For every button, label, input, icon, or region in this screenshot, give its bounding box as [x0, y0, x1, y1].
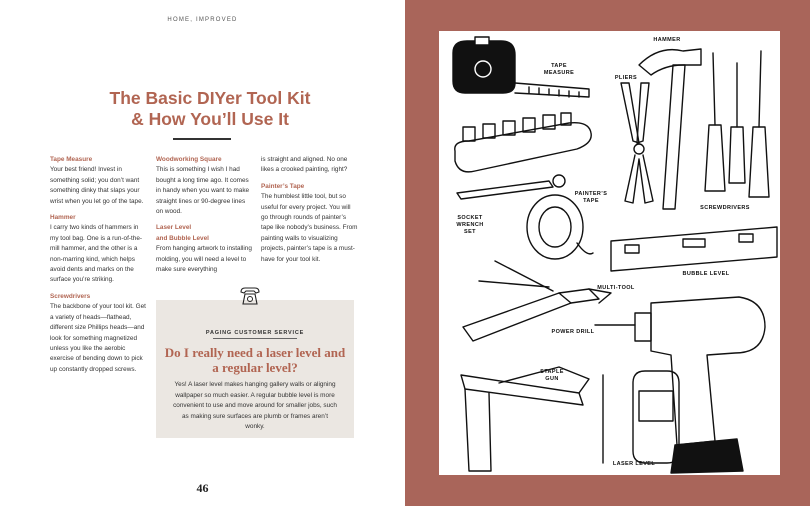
- column-2: [156, 155, 252, 281]
- tape-measure-heading: Tape Measure: [50, 156, 93, 163]
- page-title: [60, 88, 360, 130]
- label-multi-tool: MULTI-TOOL: [597, 285, 635, 291]
- power-drill-drawing: [595, 297, 765, 473]
- laser-level-text: From hanging artwork to installing molding, you will need a level to make sure everything: [156, 245, 252, 274]
- sidebar-answer: Yes! A laser level makes hanging gallery walls or aligning wallpaper so much easier. A regular bubble level is more convenient to use and move around for smaller jobs, such as making sure surfaces are plumb or frames aren’t wonky.: [173, 381, 337, 431]
- label-tape-measure: TAPE MEASURE: [543, 63, 575, 76]
- page-number: 46: [196, 481, 209, 495]
- column-1: [50, 155, 146, 381]
- pliers-drawing: [621, 83, 653, 203]
- screwdrivers-text: The backbone of your tool kit. Get a variety of heads—flathead, different size Phillips heads—and look for something magnetized unless you like the aerobic exercise of bending down to pick up constantly dropped screws.: [50, 303, 146, 373]
- hammer-heading: Hammer: [50, 214, 76, 222]
- label-painters-tape: PAINTER’S TAPE: [574, 191, 608, 204]
- laser-level-heading-1: Laser Level: [156, 224, 192, 232]
- label-pliers: PLIERS: [614, 75, 638, 81]
- sidebar-box: [156, 300, 354, 438]
- woodworking-square-text: This is something I wish I had bought a long time ago. It comes in handy when you want to make straight lines or 90-degree lines on wood.: [156, 166, 250, 216]
- laser-level-heading-2: and Bubble Level: [156, 234, 209, 242]
- illustration-panel: [439, 31, 780, 475]
- socket-wrench-drawing: [455, 113, 591, 199]
- label-screwdrivers: SCREWDRIVERS: [700, 205, 750, 211]
- sidebar-label: PAGING CUSTOMER SERVICE: [205, 330, 305, 336]
- sidebar-label-underline: [213, 338, 297, 339]
- title-line-1: The Basic DIYer Tool Kit: [109, 88, 311, 108]
- screwdrivers-heading: Screwdrivers: [50, 292, 91, 300]
- column-3: [261, 155, 359, 271]
- label-staple-gun: STAPLE GUN: [540, 369, 564, 382]
- sidebar-question: Do I really need a laser level and a regular level?: [164, 345, 346, 375]
- painters-tape-text: The humblest little tool, but so useful for every project. You will go through rounds of painter’s tape like nobody’s business. From painting walls to visualizing projects, painter’s tape is a must-have for your tool kit.: [261, 193, 358, 263]
- woodworking-square-heading: Woodworking Square: [156, 156, 222, 163]
- title-line-2: & How You’ll Use It: [131, 109, 289, 129]
- laser-level-drawing: [603, 371, 679, 463]
- screwdrivers-drawing: [705, 51, 769, 197]
- staple-gun-drawing: [461, 367, 589, 471]
- hammer-drawing: [639, 49, 701, 209]
- laser-level-text-cont: is straight and aligned. No one likes a crooked painting, right?: [261, 156, 348, 174]
- label-power-drill: POWER DRILL: [551, 329, 595, 335]
- tool-illustrations: [439, 31, 780, 475]
- title-divider: [173, 138, 231, 140]
- hammer-text: I carry two kinds of hammers in my tool bag. One is a run-of-the-mill hammer, and the other is a non-marring kind, which helps avoid dents and marks on the surface you’re striking.: [50, 224, 142, 284]
- painters-tape-heading: Painter’s Tape: [261, 182, 305, 190]
- telephone-icon: [238, 284, 262, 308]
- running-head: HOME, IMPROVED: [167, 17, 238, 23]
- tape-measure-text: Your best friend! Invest in something solid; you don’t want something dinky that slaps your wrist when you let go of the tape.: [50, 166, 144, 205]
- label-laser-level: LASER LEVEL: [612, 461, 656, 467]
- label-socket-wrench-set: SOCKET WRENCH SET: [456, 215, 484, 235]
- label-hammer: HAMMER: [653, 37, 681, 43]
- bubble-level-drawing: [611, 227, 777, 271]
- label-bubble-level: BUBBLE LEVEL: [682, 271, 730, 277]
